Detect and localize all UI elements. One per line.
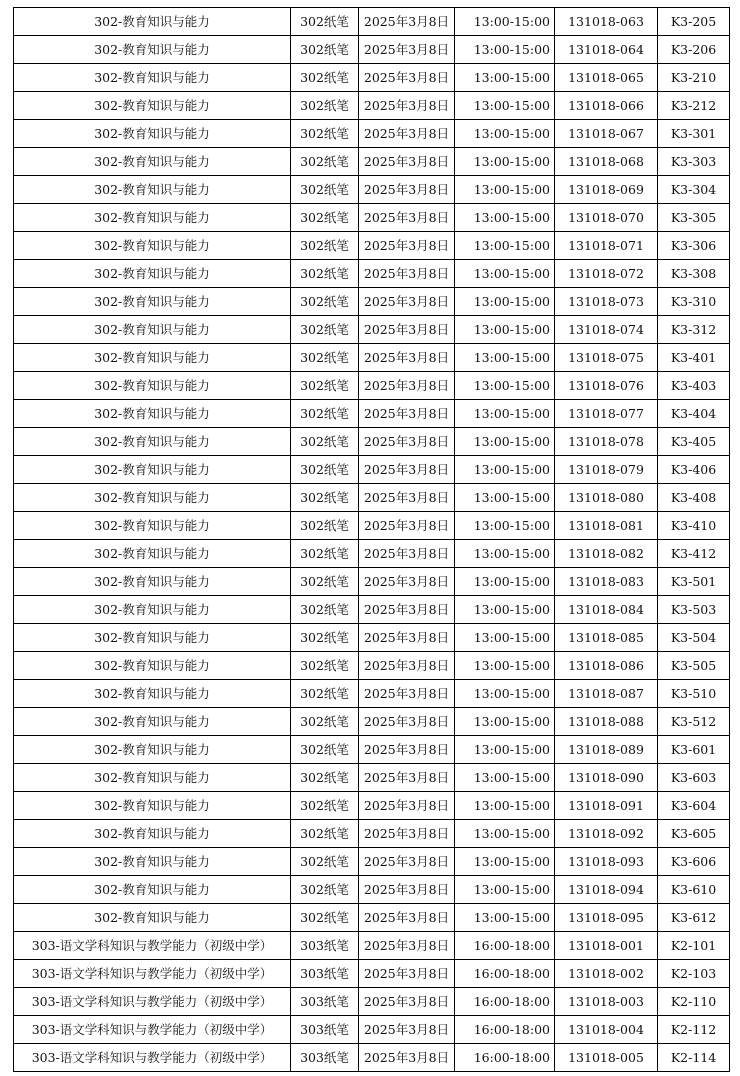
- exam-code-cell: 302纸笔: [291, 288, 359, 316]
- exam-time-cell: 13:00-15:00: [455, 764, 555, 792]
- table-row: [14, 624, 730, 652]
- table-row: [14, 1016, 730, 1044]
- exam-schedule-table: [13, 7, 730, 1072]
- exam-room-cell: K2-114: [658, 1044, 730, 1072]
- exam-code-cell: 302纸笔: [291, 568, 359, 596]
- subject-cell: 302-教育知识与能力: [14, 792, 291, 820]
- table-row: [14, 792, 730, 820]
- exam-date-cell: 2025年3月8日: [359, 92, 455, 120]
- exam-site-cell: 131018-079: [555, 456, 658, 484]
- subject-cell: 302-教育知识与能力: [14, 904, 291, 932]
- exam-site-cell: 131018-082: [555, 540, 658, 568]
- exam-code-cell: 302纸笔: [291, 36, 359, 64]
- exam-time-cell: 13:00-15:00: [455, 36, 555, 64]
- exam-date-cell: 2025年3月8日: [359, 708, 455, 736]
- table-row: [14, 820, 730, 848]
- subject-cell: 302-教育知识与能力: [14, 512, 291, 540]
- exam-time-cell: 16:00-18:00: [455, 1044, 555, 1072]
- subject-cell: 302-教育知识与能力: [14, 848, 291, 876]
- exam-room-cell: K3-501: [658, 568, 730, 596]
- exam-time-cell: 13:00-15:00: [455, 484, 555, 512]
- table-row: [14, 204, 730, 232]
- exam-code-cell: 302纸笔: [291, 708, 359, 736]
- exam-date-cell: 2025年3月8日: [359, 764, 455, 792]
- table-row: [14, 512, 730, 540]
- exam-date-cell: 2025年3月8日: [359, 736, 455, 764]
- exam-site-cell: 131018-003: [555, 988, 658, 1016]
- exam-date-cell: 2025年3月8日: [359, 568, 455, 596]
- subject-cell: 303-语文学科知识与教学能力（初级中学）: [14, 1044, 291, 1072]
- exam-time-cell: 13:00-15:00: [455, 596, 555, 624]
- table-row: [14, 680, 730, 708]
- exam-time-cell: 13:00-15:00: [455, 624, 555, 652]
- subject-cell: 303-语文学科知识与教学能力（初级中学）: [14, 960, 291, 988]
- subject-cell: 302-教育知识与能力: [14, 624, 291, 652]
- exam-date-cell: 2025年3月8日: [359, 484, 455, 512]
- table-row: [14, 92, 730, 120]
- exam-site-cell: 131018-083: [555, 568, 658, 596]
- exam-time-cell: 13:00-15:00: [455, 8, 555, 36]
- exam-room-cell: K3-206: [658, 36, 730, 64]
- subject-cell: 302-教育知识与能力: [14, 316, 291, 344]
- exam-code-cell: 302纸笔: [291, 260, 359, 288]
- exam-time-cell: 16:00-18:00: [455, 988, 555, 1016]
- exam-code-cell: 302纸笔: [291, 484, 359, 512]
- table-row: [14, 148, 730, 176]
- exam-room-cell: K3-605: [658, 820, 730, 848]
- exam-date-cell: 2025年3月8日: [359, 176, 455, 204]
- exam-date-cell: 2025年3月8日: [359, 120, 455, 148]
- subject-cell: 302-教育知识与能力: [14, 120, 291, 148]
- table-row: [14, 232, 730, 260]
- exam-room-cell: K3-504: [658, 624, 730, 652]
- exam-room-cell: K3-503: [658, 596, 730, 624]
- exam-date-cell: 2025年3月8日: [359, 148, 455, 176]
- exam-site-cell: 131018-084: [555, 596, 658, 624]
- exam-code-cell: 303纸笔: [291, 932, 359, 960]
- exam-site-cell: 131018-078: [555, 428, 658, 456]
- exam-code-cell: 302纸笔: [291, 64, 359, 92]
- exam-date-cell: 2025年3月8日: [359, 540, 455, 568]
- exam-date-cell: 2025年3月8日: [359, 1016, 455, 1044]
- exam-date-cell: 2025年3月8日: [359, 960, 455, 988]
- subject-cell: 302-教育知识与能力: [14, 176, 291, 204]
- exam-code-cell: 303纸笔: [291, 988, 359, 1016]
- exam-date-cell: 2025年3月8日: [359, 344, 455, 372]
- exam-code-cell: 302纸笔: [291, 316, 359, 344]
- exam-room-cell: K3-404: [658, 400, 730, 428]
- exam-site-cell: 131018-094: [555, 876, 658, 904]
- exam-site-cell: 131018-065: [555, 64, 658, 92]
- exam-room-cell: K3-610: [658, 876, 730, 904]
- exam-site-cell: 131018-080: [555, 484, 658, 512]
- exam-site-cell: 131018-071: [555, 232, 658, 260]
- exam-date-cell: 2025年3月8日: [359, 680, 455, 708]
- exam-time-cell: 13:00-15:00: [455, 204, 555, 232]
- exam-time-cell: 13:00-15:00: [455, 120, 555, 148]
- exam-room-cell: K3-205: [658, 8, 730, 36]
- exam-site-cell: 131018-063: [555, 8, 658, 36]
- exam-code-cell: 302纸笔: [291, 652, 359, 680]
- exam-date-cell: 2025年3月8日: [359, 932, 455, 960]
- exam-room-cell: K3-505: [658, 652, 730, 680]
- exam-date-cell: 2025年3月8日: [359, 512, 455, 540]
- exam-date-cell: 2025年3月8日: [359, 372, 455, 400]
- table-row: [14, 960, 730, 988]
- exam-time-cell: 16:00-18:00: [455, 1016, 555, 1044]
- exam-date-cell: 2025年3月8日: [359, 36, 455, 64]
- exam-code-cell: 302纸笔: [291, 624, 359, 652]
- exam-time-cell: 13:00-15:00: [455, 512, 555, 540]
- exam-room-cell: K3-412: [658, 540, 730, 568]
- table-row: [14, 456, 730, 484]
- exam-time-cell: 13:00-15:00: [455, 848, 555, 876]
- exam-room-cell: K3-306: [658, 232, 730, 260]
- exam-code-cell: 302纸笔: [291, 904, 359, 932]
- exam-schedule-sheet: [13, 7, 730, 1072]
- exam-date-cell: 2025年3月8日: [359, 456, 455, 484]
- subject-cell: 302-教育知识与能力: [14, 876, 291, 904]
- subject-cell: 302-教育知识与能力: [14, 92, 291, 120]
- exam-room-cell: K3-310: [658, 288, 730, 316]
- exam-date-cell: 2025年3月8日: [359, 400, 455, 428]
- exam-site-cell: 131018-087: [555, 680, 658, 708]
- exam-site-cell: 131018-093: [555, 848, 658, 876]
- exam-site-cell: 131018-090: [555, 764, 658, 792]
- exam-code-cell: 302纸笔: [291, 344, 359, 372]
- exam-site-cell: 131018-092: [555, 820, 658, 848]
- exam-code-cell: 302纸笔: [291, 736, 359, 764]
- exam-site-cell: 131018-088: [555, 708, 658, 736]
- table-row: [14, 708, 730, 736]
- exam-date-cell: 2025年3月8日: [359, 904, 455, 932]
- exam-time-cell: 13:00-15:00: [455, 708, 555, 736]
- table-row: [14, 260, 730, 288]
- exam-date-cell: 2025年3月8日: [359, 876, 455, 904]
- subject-cell: 302-教育知识与能力: [14, 204, 291, 232]
- table-row: [14, 372, 730, 400]
- exam-room-cell: K3-606: [658, 848, 730, 876]
- exam-time-cell: 13:00-15:00: [455, 400, 555, 428]
- table-row: [14, 428, 730, 456]
- exam-room-cell: K3-604: [658, 792, 730, 820]
- table-row: [14, 540, 730, 568]
- exam-site-cell: 131018-085: [555, 624, 658, 652]
- exam-site-cell: 131018-064: [555, 36, 658, 64]
- exam-room-cell: K3-408: [658, 484, 730, 512]
- exam-code-cell: 303纸笔: [291, 1044, 359, 1072]
- table-row: [14, 36, 730, 64]
- exam-site-cell: 131018-073: [555, 288, 658, 316]
- exam-code-cell: 302纸笔: [291, 540, 359, 568]
- exam-time-cell: 13:00-15:00: [455, 736, 555, 764]
- exam-site-cell: 131018-089: [555, 736, 658, 764]
- exam-code-cell: 302纸笔: [291, 820, 359, 848]
- exam-site-cell: 131018-072: [555, 260, 658, 288]
- exam-date-cell: 2025年3月8日: [359, 624, 455, 652]
- subject-cell: 302-教育知识与能力: [14, 148, 291, 176]
- exam-site-cell: 131018-081: [555, 512, 658, 540]
- table-row: [14, 764, 730, 792]
- exam-code-cell: 302纸笔: [291, 764, 359, 792]
- table-row: [14, 932, 730, 960]
- exam-date-cell: 2025年3月8日: [359, 260, 455, 288]
- exam-room-cell: K3-603: [658, 764, 730, 792]
- table-row: [14, 652, 730, 680]
- exam-room-cell: K3-312: [658, 316, 730, 344]
- subject-cell: 303-语文学科知识与教学能力（初级中学）: [14, 988, 291, 1016]
- exam-time-cell: 13:00-15:00: [455, 260, 555, 288]
- exam-date-cell: 2025年3月8日: [359, 652, 455, 680]
- exam-date-cell: 2025年3月8日: [359, 288, 455, 316]
- table-row: [14, 736, 730, 764]
- exam-date-cell: 2025年3月8日: [359, 820, 455, 848]
- exam-time-cell: 13:00-15:00: [455, 680, 555, 708]
- exam-time-cell: 13:00-15:00: [455, 64, 555, 92]
- table-row: [14, 988, 730, 1016]
- subject-cell: 303-语文学科知识与教学能力（初级中学）: [14, 1016, 291, 1044]
- exam-code-cell: 302纸笔: [291, 456, 359, 484]
- exam-code-cell: 302纸笔: [291, 8, 359, 36]
- exam-date-cell: 2025年3月8日: [359, 848, 455, 876]
- exam-site-cell: 131018-075: [555, 344, 658, 372]
- table-row: [14, 344, 730, 372]
- exam-date-cell: 2025年3月8日: [359, 596, 455, 624]
- exam-date-cell: 2025年3月8日: [359, 988, 455, 1016]
- exam-date-cell: 2025年3月8日: [359, 64, 455, 92]
- subject-cell: 302-教育知识与能力: [14, 540, 291, 568]
- exam-time-cell: 13:00-15:00: [455, 232, 555, 260]
- schedule-body: [14, 8, 730, 1072]
- exam-code-cell: 302纸笔: [291, 400, 359, 428]
- exam-code-cell: 303纸笔: [291, 960, 359, 988]
- exam-time-cell: 13:00-15:00: [455, 820, 555, 848]
- exam-code-cell: 302纸笔: [291, 92, 359, 120]
- exam-code-cell: 302纸笔: [291, 148, 359, 176]
- subject-cell: 302-教育知识与能力: [14, 372, 291, 400]
- table-row: [14, 120, 730, 148]
- table-row: [14, 176, 730, 204]
- exam-code-cell: 303纸笔: [291, 1016, 359, 1044]
- exam-time-cell: 13:00-15:00: [455, 904, 555, 932]
- subject-cell: 303-语文学科知识与教学能力（初级中学）: [14, 932, 291, 960]
- exam-time-cell: 13:00-15:00: [455, 792, 555, 820]
- exam-site-cell: 131018-070: [555, 204, 658, 232]
- exam-time-cell: 13:00-15:00: [455, 540, 555, 568]
- exam-room-cell: K3-410: [658, 512, 730, 540]
- exam-code-cell: 302纸笔: [291, 428, 359, 456]
- exam-time-cell: 13:00-15:00: [455, 652, 555, 680]
- exam-site-cell: 131018-068: [555, 148, 658, 176]
- table-row: [14, 484, 730, 512]
- exam-room-cell: K3-301: [658, 120, 730, 148]
- exam-time-cell: 13:00-15:00: [455, 344, 555, 372]
- exam-room-cell: K3-308: [658, 260, 730, 288]
- exam-room-cell: K3-405: [658, 428, 730, 456]
- exam-site-cell: 131018-005: [555, 1044, 658, 1072]
- exam-site-cell: 131018-066: [555, 92, 658, 120]
- exam-room-cell: K3-305: [658, 204, 730, 232]
- table-row: [14, 876, 730, 904]
- exam-time-cell: 13:00-15:00: [455, 176, 555, 204]
- exam-room-cell: K3-304: [658, 176, 730, 204]
- subject-cell: 302-教育知识与能力: [14, 820, 291, 848]
- exam-time-cell: 13:00-15:00: [455, 288, 555, 316]
- subject-cell: 302-教育知识与能力: [14, 8, 291, 36]
- exam-code-cell: 302纸笔: [291, 596, 359, 624]
- exam-room-cell: K3-210: [658, 64, 730, 92]
- subject-cell: 302-教育知识与能力: [14, 428, 291, 456]
- exam-site-cell: 131018-002: [555, 960, 658, 988]
- exam-site-cell: 131018-095: [555, 904, 658, 932]
- table-row: [14, 904, 730, 932]
- subject-cell: 302-教育知识与能力: [14, 232, 291, 260]
- exam-room-cell: K2-101: [658, 932, 730, 960]
- subject-cell: 302-教育知识与能力: [14, 344, 291, 372]
- subject-cell: 302-教育知识与能力: [14, 596, 291, 624]
- exam-site-cell: 131018-074: [555, 316, 658, 344]
- table-row: [14, 288, 730, 316]
- exam-code-cell: 302纸笔: [291, 176, 359, 204]
- exam-room-cell: K2-110: [658, 988, 730, 1016]
- exam-room-cell: K3-612: [658, 904, 730, 932]
- subject-cell: 302-教育知识与能力: [14, 64, 291, 92]
- exam-room-cell: K3-401: [658, 344, 730, 372]
- exam-code-cell: 302纸笔: [291, 204, 359, 232]
- exam-site-cell: 131018-077: [555, 400, 658, 428]
- exam-room-cell: K2-103: [658, 960, 730, 988]
- exam-time-cell: 13:00-15:00: [455, 876, 555, 904]
- exam-time-cell: 13:00-15:00: [455, 456, 555, 484]
- exam-date-cell: 2025年3月8日: [359, 232, 455, 260]
- exam-date-cell: 2025年3月8日: [359, 8, 455, 36]
- exam-date-cell: 2025年3月8日: [359, 792, 455, 820]
- exam-site-cell: 131018-076: [555, 372, 658, 400]
- exam-code-cell: 302纸笔: [291, 372, 359, 400]
- subject-cell: 302-教育知识与能力: [14, 400, 291, 428]
- table-row: [14, 400, 730, 428]
- exam-code-cell: 302纸笔: [291, 848, 359, 876]
- exam-room-cell: K3-403: [658, 372, 730, 400]
- table-row: [14, 848, 730, 876]
- exam-room-cell: K3-212: [658, 92, 730, 120]
- exam-site-cell: 131018-069: [555, 176, 658, 204]
- exam-site-cell: 131018-004: [555, 1016, 658, 1044]
- table-row: [14, 8, 730, 36]
- exam-time-cell: 16:00-18:00: [455, 960, 555, 988]
- exam-time-cell: 13:00-15:00: [455, 372, 555, 400]
- exam-room-cell: K3-601: [658, 736, 730, 764]
- subject-cell: 302-教育知识与能力: [14, 456, 291, 484]
- exam-date-cell: 2025年3月8日: [359, 316, 455, 344]
- subject-cell: 302-教育知识与能力: [14, 260, 291, 288]
- exam-room-cell: K3-510: [658, 680, 730, 708]
- exam-room-cell: K3-303: [658, 148, 730, 176]
- exam-room-cell: K2-112: [658, 1016, 730, 1044]
- subject-cell: 302-教育知识与能力: [14, 568, 291, 596]
- subject-cell: 302-教育知识与能力: [14, 736, 291, 764]
- exam-code-cell: 302纸笔: [291, 680, 359, 708]
- exam-date-cell: 2025年3月8日: [359, 428, 455, 456]
- exam-site-cell: 131018-001: [555, 932, 658, 960]
- subject-cell: 302-教育知识与能力: [14, 764, 291, 792]
- exam-room-cell: K3-512: [658, 708, 730, 736]
- exam-site-cell: 131018-086: [555, 652, 658, 680]
- exam-code-cell: 302纸笔: [291, 876, 359, 904]
- exam-room-cell: K3-406: [658, 456, 730, 484]
- exam-code-cell: 302纸笔: [291, 232, 359, 260]
- exam-site-cell: 131018-091: [555, 792, 658, 820]
- exam-time-cell: 13:00-15:00: [455, 92, 555, 120]
- table-row: [14, 64, 730, 92]
- table-row: [14, 316, 730, 344]
- exam-time-cell: 13:00-15:00: [455, 148, 555, 176]
- exam-time-cell: 16:00-18:00: [455, 932, 555, 960]
- exam-code-cell: 302纸笔: [291, 792, 359, 820]
- exam-time-cell: 13:00-15:00: [455, 568, 555, 596]
- exam-site-cell: 131018-067: [555, 120, 658, 148]
- table-row: [14, 596, 730, 624]
- exam-date-cell: 2025年3月8日: [359, 1044, 455, 1072]
- exam-time-cell: 13:00-15:00: [455, 316, 555, 344]
- table-row: [14, 1044, 730, 1072]
- exam-code-cell: 302纸笔: [291, 512, 359, 540]
- subject-cell: 302-教育知识与能力: [14, 288, 291, 316]
- subject-cell: 302-教育知识与能力: [14, 652, 291, 680]
- subject-cell: 302-教育知识与能力: [14, 484, 291, 512]
- exam-code-cell: 302纸笔: [291, 120, 359, 148]
- table-row: [14, 568, 730, 596]
- subject-cell: 302-教育知识与能力: [14, 708, 291, 736]
- exam-time-cell: 13:00-15:00: [455, 428, 555, 456]
- exam-date-cell: 2025年3月8日: [359, 204, 455, 232]
- subject-cell: 302-教育知识与能力: [14, 36, 291, 64]
- subject-cell: 302-教育知识与能力: [14, 680, 291, 708]
